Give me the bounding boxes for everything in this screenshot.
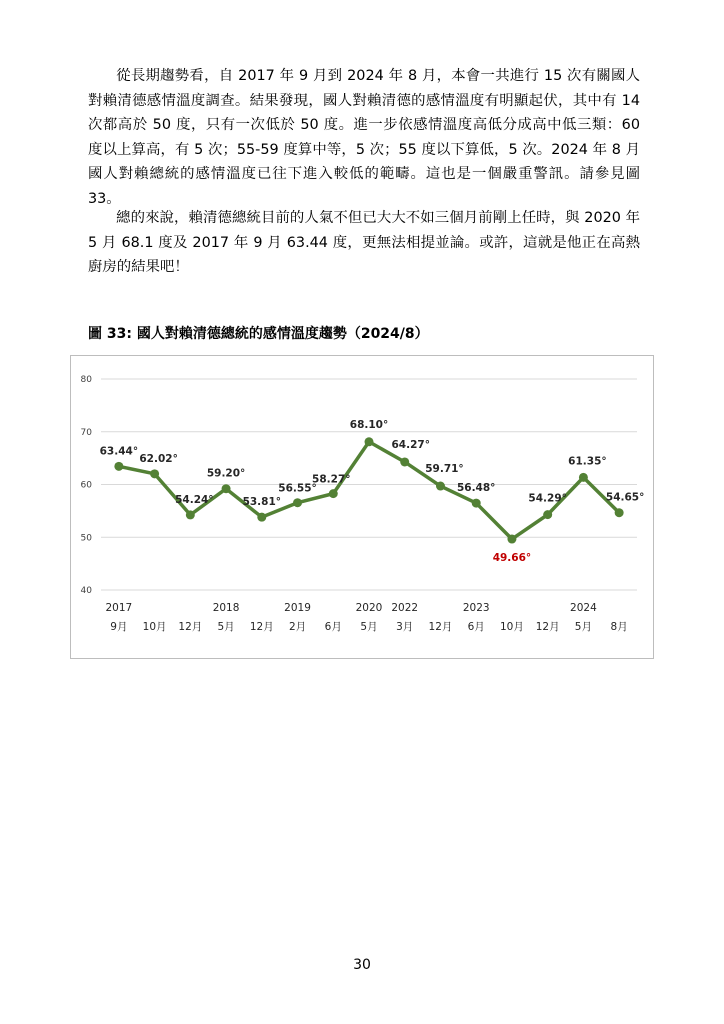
paragraph-long-term-trend (88, 64, 640, 211)
x-tick-label: 10月 (499, 621, 524, 633)
data-point (222, 484, 231, 493)
data-point (472, 499, 481, 508)
x-tick-label: 12月 (178, 621, 203, 633)
data-point (543, 510, 552, 519)
x-year-label: 2017 (105, 602, 133, 614)
x-tick-label: 2月 (288, 621, 307, 633)
x-year-label: 2022 (391, 602, 419, 614)
data-point (293, 498, 302, 507)
data-label: 63.44° (99, 445, 139, 458)
data-point (579, 473, 588, 482)
data-point (436, 482, 445, 491)
data-point (257, 513, 266, 522)
data-label: 56.48° (456, 482, 496, 495)
data-point (329, 489, 338, 498)
x-tick-label: 9月 (110, 621, 128, 633)
data-label: 61.35° (568, 455, 607, 468)
data-label: 54.24° (175, 493, 214, 506)
x-tick-label: 5月 (574, 621, 592, 633)
x-year-label: 2024 (570, 602, 597, 614)
x-year-label: 2019 (284, 602, 311, 614)
paragraph-text: 從長期趨勢看，自 2017 年 9 月到 2024 年 8 月，本會一共進行 15 次有關國人對賴清德感情溫度調查。結果發現，國人對賴清德的感情溫度有明顯起伏，其中有 14 次都高於 50 度，只有一次低於 50 度。進一步依感情溫度高低分成高中低三類：60 度以上算高，有 5 次；55-59 度算中等，5 次；55 度以下算低，5 次。2024 年 8 月國人對賴總統的感情溫度已往下進入較低的範疇。這也是一個嚴重警訊。請參見圖 33。 (88, 68, 640, 207)
y-tick-label: 40 (80, 586, 92, 596)
data-point (114, 462, 123, 471)
data-label: 54.29° (528, 492, 567, 505)
x-year-label: 2020 (355, 602, 383, 614)
x-year-label: 2023 (462, 602, 490, 614)
x-tick-label: 5月 (360, 621, 378, 633)
y-tick-label: 80 (80, 375, 92, 385)
x-tick-label: 10月 (142, 621, 167, 633)
data-point (150, 469, 159, 478)
data-label: 59.71° (425, 463, 464, 476)
y-tick-label: 50 (80, 533, 92, 544)
data-label: 53.81° (242, 496, 282, 509)
x-tick-label: 12月 (428, 621, 453, 633)
data-label: 59.20° (206, 467, 246, 480)
data-label: 62.02° (139, 452, 178, 465)
x-tick-label: 6月 (467, 621, 485, 633)
x-tick-label: 12月 (249, 621, 274, 633)
series-line (119, 442, 619, 539)
page-number: 30 (353, 957, 371, 973)
data-label: 49.66° (492, 552, 532, 565)
paragraph-conclusion (88, 206, 640, 280)
data-label: 54.65° (605, 491, 645, 504)
y-tick-label: 60 (80, 480, 92, 491)
data-label: 68.10° (349, 418, 389, 431)
data-point (186, 510, 195, 519)
data-label: 58.27° (312, 473, 351, 486)
x-tick-label: 6月 (324, 621, 342, 633)
data-point (365, 437, 374, 446)
figure-caption: 圖 33: 國人對賴清德總統的感情溫度趨勢（2024/8） (88, 326, 429, 342)
data-point (615, 508, 624, 517)
line-chart (70, 355, 654, 659)
x-tick-label: 12月 (535, 621, 560, 633)
paragraph-text: 總的來說，賴清德總統目前的人氣不但已大大不如三個月前剛上任時，與 2020 年 5 月 68.1 度及 2017 年 9 月 63.44 度，更無法相提並論。或許，這就是他正在高熱廚房的結果吧！ (88, 210, 640, 275)
data-label: 64.27° (391, 438, 430, 451)
x-year-label: 2018 (212, 602, 240, 614)
chart-svg (71, 356, 653, 658)
x-tick-label: 3月 (396, 621, 414, 633)
data-point (400, 457, 409, 466)
data-label: 56.55° (278, 482, 317, 495)
data-point (507, 535, 516, 544)
x-tick-label: 8月 (610, 621, 628, 633)
x-tick-label: 5月 (217, 621, 235, 633)
y-tick-label: 70 (80, 427, 92, 438)
